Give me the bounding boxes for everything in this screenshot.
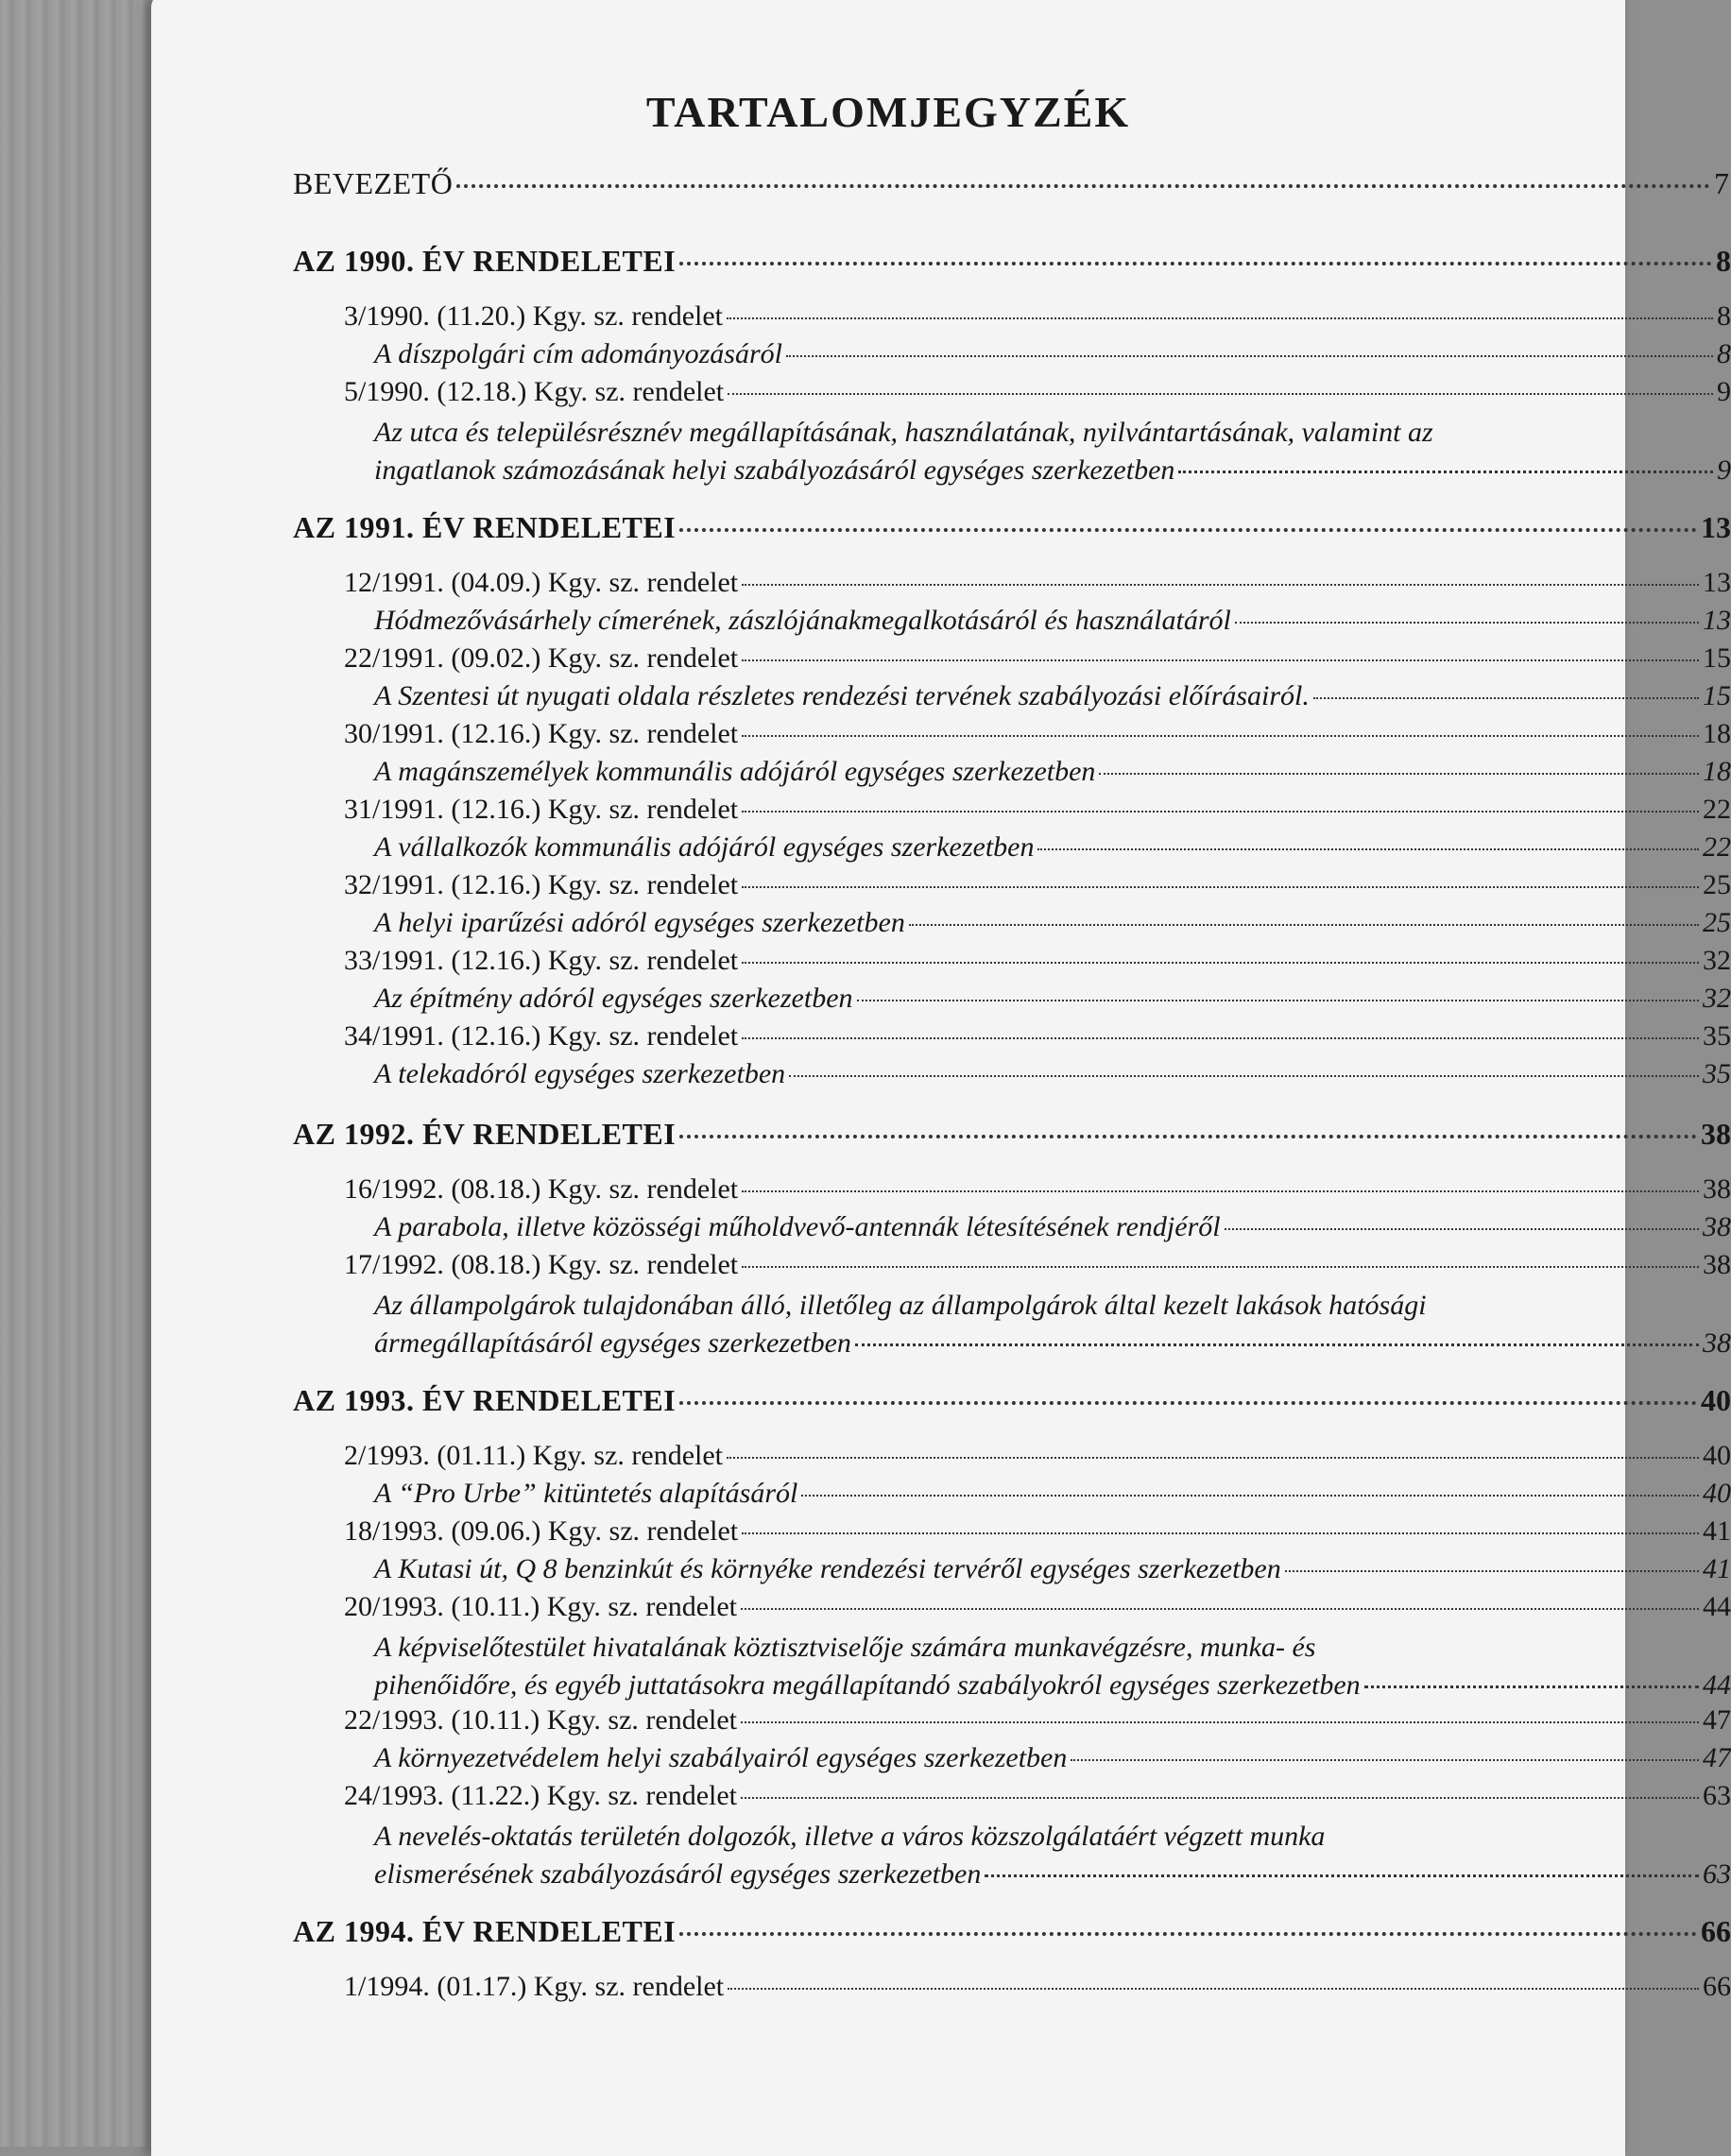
dot-leader — [742, 584, 1699, 586]
toc-entry-label: ármegállapításáról egységes szerkezetben — [374, 1327, 851, 1359]
dot-leader — [1364, 1685, 1699, 1688]
toc-page-number: 32 — [1703, 983, 1731, 1014]
dot-leader — [727, 317, 1713, 319]
toc-page-number: 13 — [1703, 567, 1731, 598]
toc-ordinance-entry — [293, 1440, 1731, 1478]
toc-entry-label: A Kutasi út, Q 8 benzinkút és környéke rendezési tervéről egységes szerkezetben — [374, 1553, 1281, 1584]
toc-entry-label: 31/1991. (12.16.) Kgy. sz. rendelet — [344, 794, 739, 825]
dot-leader — [742, 1266, 1699, 1268]
toc-ordinance-title — [293, 1478, 1731, 1515]
toc-title-line: Az utca és településrésznév megállapításának, használatának, nyilvántartásának, valamint az — [374, 417, 1433, 448]
toc-ordinance-entry — [293, 1591, 1731, 1629]
toc-entry-label: A Szentesi út nyugati oldala részletes rendezési tervének szabályozási előírásairól. — [374, 680, 1310, 711]
toc-ordinance-entry — [293, 945, 1731, 983]
toc-page-number: 25 — [1703, 869, 1731, 900]
toc-page-number: 15 — [1703, 680, 1731, 711]
toc-entry-label: 24/1993. (11.22.) Kgy. sz. rendelet — [344, 1780, 738, 1811]
toc-page-number: 40 — [1703, 1478, 1731, 1509]
dot-leader — [456, 184, 1710, 188]
toc-entry-label: A díszpolgári cím adományozásáról — [374, 338, 782, 369]
toc-page-number: 25 — [1703, 907, 1731, 938]
toc-ordinance-title — [293, 907, 1731, 945]
toc-entry-label: elismerésének szabályozásáról egységes szerkezetben — [374, 1858, 982, 1890]
toc-entry-label: 2/1993. (01.11.) Kgy. sz. rendelet — [344, 1440, 724, 1471]
toc-page-number: 63 — [1703, 1780, 1731, 1811]
toc-entry-label: 33/1991. (12.16.) Kgy. sz. rendelet — [344, 945, 739, 976]
toc-page-number: 18 — [1703, 718, 1731, 749]
toc-entry-label: BEVEZETŐ — [293, 166, 454, 200]
toc-ordinance-entry — [293, 300, 1731, 338]
toc-ordinance-entry — [293, 567, 1731, 605]
toc-page-number: 44 — [1703, 1669, 1731, 1701]
document-page — [151, 0, 1731, 2156]
dot-leader — [1099, 773, 1699, 775]
toc-ordinance-title — [293, 1742, 1731, 1780]
toc-ordinance-title — [293, 1211, 1731, 1249]
toc-entry-label: A magánszemélyek kommunális adójáról egységes szerkezetben — [374, 756, 1096, 787]
toc-entry-label: 17/1992. (08.18.) Kgy. sz. rendelet — [344, 1249, 739, 1280]
dot-leader — [857, 1000, 1699, 1001]
toc-ordinance-title — [293, 756, 1731, 794]
toc-ordinance-title — [293, 983, 1731, 1020]
dot-leader — [855, 1343, 1699, 1346]
toc-entry-label: A vállalkozók kommunális adójáról egységes szerkezetben — [374, 831, 1035, 863]
toc-ordinance-entry — [293, 1515, 1731, 1553]
toc-entry-label: A “Pro Urbe” kitüntetés alapításáról — [374, 1478, 798, 1509]
toc-page-number: 47 — [1703, 1742, 1731, 1773]
toc-page-number: 38 — [1703, 1327, 1731, 1359]
toc-title-line-last — [374, 1667, 1731, 1704]
toc-ordinance-entry — [293, 642, 1731, 680]
toc-page-number: 8 — [1717, 338, 1731, 369]
toc-page-number: 44 — [1703, 1591, 1731, 1622]
toc-page-number: 9 — [1717, 454, 1731, 486]
dot-leader — [909, 924, 1699, 926]
dot-leader — [786, 355, 1713, 357]
toc-ordinance-title — [293, 831, 1731, 869]
dot-leader — [741, 1721, 1699, 1723]
toc-entry-label: AZ 1994. ÉV RENDELETEI — [293, 1914, 677, 1948]
toc-page-number: 63 — [1703, 1858, 1731, 1890]
toc-entry-label: 18/1993. (09.06.) Kgy. sz. rendelet — [344, 1515, 739, 1547]
toc-entry-label: AZ 1990. ÉV RENDELETEI — [293, 244, 677, 278]
dot-leader — [679, 262, 1712, 265]
toc-entry-label: 30/1991. (12.16.) Kgy. sz. rendelet — [344, 718, 739, 749]
toc-ordinance-title — [293, 1287, 1731, 1362]
toc-entry-label: Az építmény adóról egységes szerkezetben — [374, 983, 853, 1014]
dot-leader — [741, 1608, 1699, 1610]
dot-leader — [1071, 1759, 1699, 1761]
dot-leader — [679, 528, 1697, 532]
toc-page-number: 8 — [1716, 244, 1731, 278]
toc-page-number: 47 — [1703, 1704, 1731, 1736]
dot-leader — [742, 962, 1699, 964]
dot-leader — [728, 393, 1713, 395]
toc-title-line: A képviselőtestület hivatalának köztisztviselője számára munkavégzésre, munka- és — [374, 1632, 1316, 1663]
dot-leader — [1285, 1570, 1699, 1572]
toc-title-line-last — [374, 1325, 1731, 1362]
toc-page-number: 35 — [1703, 1058, 1731, 1089]
toc-entry-intro — [293, 166, 1731, 223]
toc-page-number: 40 — [1703, 1440, 1731, 1471]
toc-page-number: 22 — [1703, 794, 1731, 825]
toc-page-number: 38 — [1703, 1249, 1731, 1280]
dot-leader — [1178, 471, 1713, 473]
toc-page-number: 38 — [1703, 1211, 1731, 1242]
toc-ordinance-title — [293, 605, 1731, 642]
dot-leader — [1313, 697, 1699, 699]
toc-page-number: 66 — [1703, 1971, 1731, 2002]
dot-leader — [742, 886, 1699, 888]
dot-leader — [679, 1135, 1697, 1138]
toc-entry-label: 22/1993. (10.11.) Kgy. sz. rendelet — [344, 1704, 738, 1736]
toc-page-number: 18 — [1703, 756, 1731, 787]
toc-ordinance-entry — [293, 1971, 1731, 2009]
toc-title-line: A nevelés-oktatás területén dolgozók, illetve a város közszolgálatáért végzett munka — [374, 1821, 1326, 1852]
toc-entry-label: A helyi iparűzési adóról egységes szerkezetben — [374, 907, 905, 938]
toc-ordinance-entry — [293, 1173, 1731, 1211]
toc-section-heading — [293, 510, 1731, 567]
toc-ordinance-entry — [293, 376, 1731, 414]
toc-page-number: 66 — [1701, 1914, 1731, 1948]
toc-entry-label: 34/1991. (12.16.) Kgy. sz. rendelet — [344, 1020, 739, 1052]
toc-page-number: 22 — [1703, 831, 1731, 863]
toc-page-number: 13 — [1701, 510, 1731, 544]
toc-entry-label: 16/1992. (08.18.) Kgy. sz. rendelet — [344, 1173, 739, 1205]
toc-title-line: Az állampolgárok tulajdonában álló, illetőleg az állampolgárok által kezelt lakások hatósági — [374, 1290, 1427, 1321]
toc-entry-label: 22/1991. (09.02.) Kgy. sz. rendelet — [344, 642, 739, 674]
toc-entry-label: AZ 1992. ÉV RENDELETEI — [293, 1117, 677, 1151]
toc-ordinance-title — [293, 338, 1731, 376]
dot-leader — [742, 1037, 1699, 1039]
toc-page-number: 15 — [1703, 642, 1731, 674]
toc-entry-label: A környezetvédelem helyi szabályairól egységes szerkezetben — [374, 1742, 1068, 1773]
toc-ordinance-entry — [293, 794, 1731, 831]
dot-leader — [789, 1075, 1699, 1077]
dot-leader — [742, 811, 1699, 813]
toc-ordinance-title — [293, 1818, 1731, 1893]
toc-ordinance-entry — [293, 1249, 1731, 1287]
toc-entry-label: 3/1990. (11.20.) Kgy. sz. rendelet — [344, 300, 724, 332]
toc-page-number: 32 — [1703, 945, 1731, 976]
dot-leader — [727, 1457, 1699, 1459]
toc-entry-label: 12/1991. (04.09.) Kgy. sz. rendelet — [344, 567, 739, 598]
toc-entry-label: 5/1990. (12.18.) Kgy. sz. rendelet — [344, 376, 725, 407]
toc-ordinance-entry — [293, 718, 1731, 756]
dot-leader — [1037, 848, 1699, 850]
toc-entry-label: 1/1994. (01.17.) Kgy. sz. rendelet — [344, 1971, 725, 2002]
toc-entry-label: ingatlanok számozásának helyi szabályozásáról egységes szerkezetben — [374, 454, 1175, 486]
toc-ordinance-title — [293, 1553, 1731, 1591]
toc-section-heading — [293, 1383, 1731, 1440]
dot-leader — [801, 1495, 1699, 1497]
toc-page-number: 41 — [1703, 1515, 1731, 1547]
toc-section-heading — [293, 1914, 1731, 1971]
toc-entry-label: Hódmezővásárhely címerének, zászlójánakmegalkotásáról és használatáról — [374, 605, 1231, 636]
toc-ordinance-title — [293, 414, 1731, 489]
dot-leader — [742, 659, 1699, 661]
toc-entry-label: A telekadóról egységes szerkezetben — [374, 1058, 786, 1089]
toc-section-heading — [293, 1117, 1731, 1173]
toc-ordinance-entry — [293, 1704, 1731, 1742]
toc-page-number: 8 — [1717, 300, 1731, 332]
toc-page-number: 41 — [1703, 1553, 1731, 1584]
toc-ordinance-title — [293, 1629, 1731, 1704]
toc-ordinance-entry — [293, 869, 1731, 907]
toc-page-number: 35 — [1703, 1020, 1731, 1052]
toc-title-line-last — [374, 1856, 1731, 1893]
toc-ordinance-entry — [293, 1020, 1731, 1058]
dot-leader — [679, 1401, 1697, 1405]
toc-entry-label: A parabola, illetve közösségi műholdvevő-antennák létesítésének rendjéről — [374, 1211, 1221, 1242]
toc-ordinance-title — [293, 1058, 1731, 1096]
toc-page-number: 38 — [1701, 1117, 1731, 1151]
toc-ordinance-entry — [293, 1780, 1731, 1818]
toc-title-line-last — [374, 452, 1731, 489]
table-of-contents — [293, 166, 1731, 2009]
toc-entry-label: 20/1993. (10.11.) Kgy. sz. rendelet — [344, 1591, 738, 1622]
dot-leader — [728, 1988, 1699, 1990]
toc-entry-label: AZ 1993. ÉV RENDELETEI — [293, 1383, 677, 1417]
toc-ordinance-title — [293, 680, 1731, 718]
toc-section-heading — [293, 244, 1731, 300]
dot-leader — [679, 1932, 1697, 1936]
dot-leader — [1225, 1228, 1699, 1230]
dot-leader — [742, 1532, 1699, 1534]
toc-entry-label: AZ 1991. ÉV RENDELETEI — [293, 510, 677, 544]
dot-leader — [741, 1797, 1699, 1799]
dot-leader — [985, 1874, 1699, 1877]
dot-leader — [742, 735, 1699, 737]
toc-page-number: 13 — [1703, 605, 1731, 636]
toc-page-number: 40 — [1701, 1383, 1731, 1417]
toc-page-number: 7 — [1714, 166, 1731, 200]
page-title: TARTALOMJEGYZÉK — [645, 88, 1131, 136]
dot-leader — [742, 1190, 1699, 1192]
toc-page-number: 9 — [1717, 376, 1731, 407]
toc-page-number: 38 — [1703, 1173, 1731, 1205]
background-surface — [0, 0, 170, 2147]
toc-entry-label: 32/1991. (12.16.) Kgy. sz. rendelet — [344, 869, 739, 900]
dot-leader — [1235, 622, 1699, 624]
toc-entry-label: pihenőidőre, és egyéb juttatásokra megállapítandó szabályokról egységes szerkezetben — [374, 1669, 1361, 1701]
